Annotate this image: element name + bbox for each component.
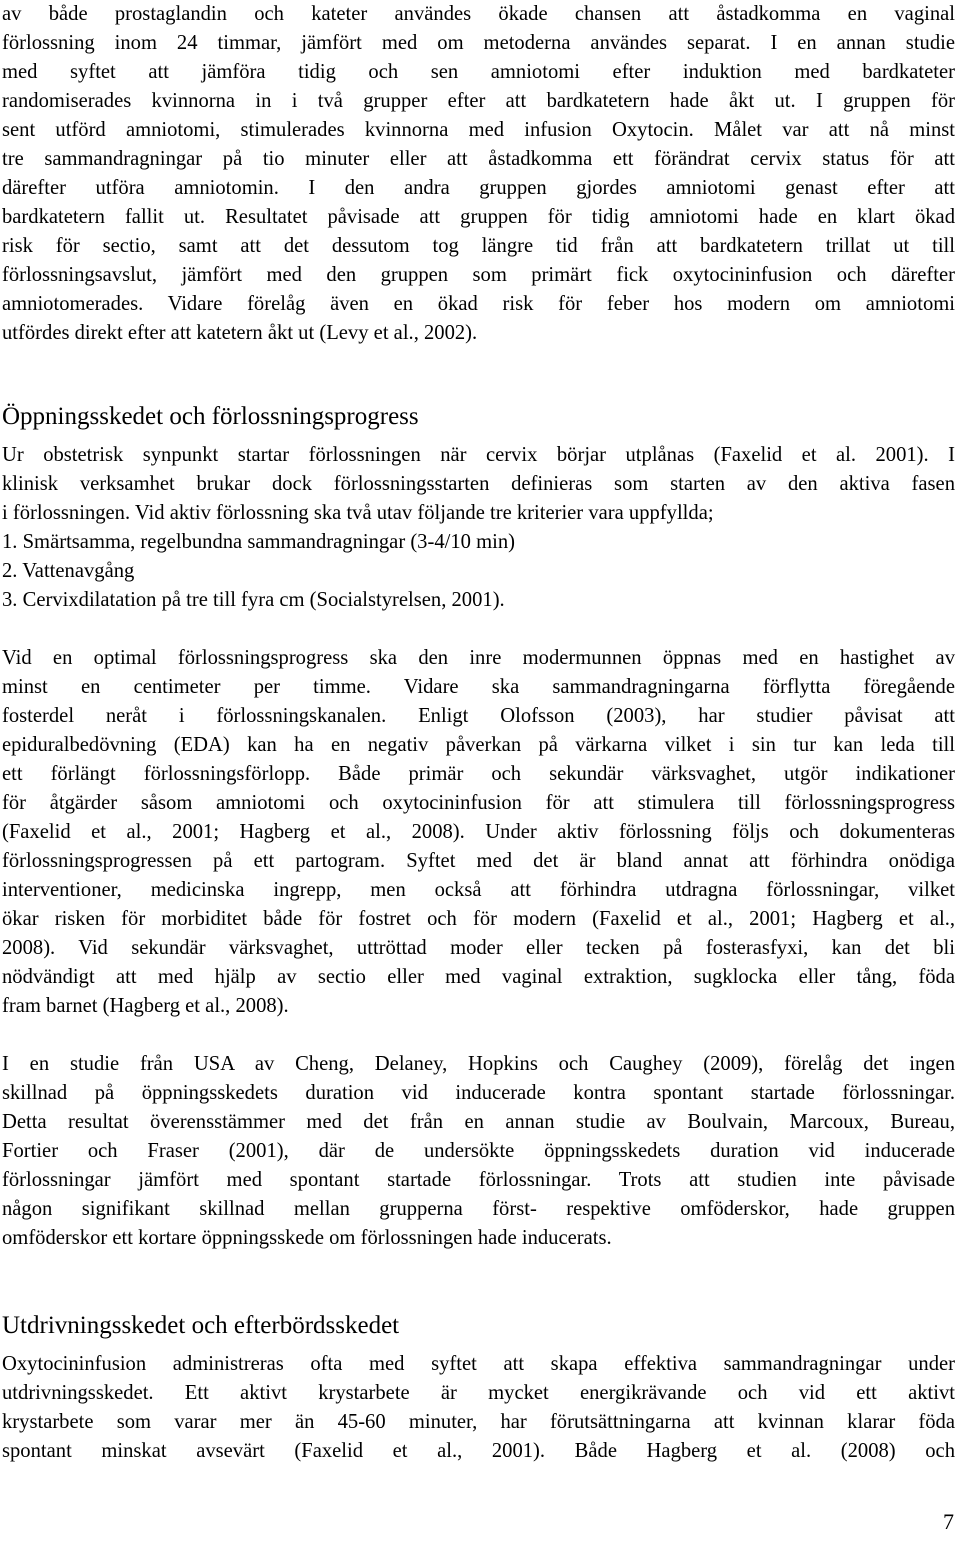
paragraph-line: krystarbete som varar mer än 45-60 minuter, har förutsättningarna att kvinnan klarar föda — [2, 1411, 955, 1433]
paragraph-line: Vid en optimal förlossningsprogress ska den inre modermunnen öppnas med en hastighet av — [2, 647, 955, 669]
paragraph-line: för åtgärder såsom amniotomi och oxytocininfusion för att stimulera till förlossningsprogress — [2, 792, 955, 814]
paragraph-line: (Faxelid et al., 2001; Hagberg et al., 2008). Under aktiv förlossning följs och dokumenteras — [2, 821, 955, 843]
paragraph-line: nödvändigt att med hjälp av sectio eller med vaginal extraktion, sugklocka eller tång, föda — [2, 966, 955, 988]
paragraph-line: med syftet att jämföra tidig och sen amniotomi efter induktion med bardkateter — [2, 61, 955, 83]
paragraph-line: därefter utföra amniotomin. I den andra gruppen gjordes amniotomi genast efter att — [2, 177, 955, 199]
paragraph-line: skillnad på öppningsskedets duration vid inducerade kontra spontant startade förlossningar. — [2, 1082, 955, 1104]
paragraph-line: av både prostaglandin och kateter användes ökade chansen att åstadkomma en vaginal — [2, 3, 955, 25]
paragraph-line: förlossning inom 24 timmar, jämfört med om metoderna användes separat. I en annan studie — [2, 32, 955, 54]
paragraph-line: Detta resultat överensstämmer med det från en annan studie av Boulvain, Marcoux, Bureau, — [2, 1111, 955, 1133]
page-number: 7 — [943, 1509, 954, 1534]
paragraph-line: klinisk verksamhet brukar dock förlossningsstarten definieras som starten av den aktiva fasen — [2, 473, 955, 495]
paragraph-line: ökar risken för morbiditet både för fostret och för modern (Faxelid et al., 2001; Hagberg et al., — [2, 908, 955, 930]
paragraph-line: någon signifikant skillnad mellan grupperna först- respektive omföderskor, hade gruppen — [2, 1198, 955, 1220]
paragraph-line: förlossningsavslut, jämfört med den gruppen som primärt fick oxytocininfusion och därefter — [2, 264, 955, 286]
section-heading-oppningsskedet: Öppningsskedet och förlossningsprogress — [2, 403, 419, 430]
paragraph-line: Ur obstetrisk synpunkt startar förlossningen när cervix börjar utplånas (Faxelid et al. 2001). I — [2, 444, 955, 466]
paragraph-line: sent utförd amniotomi, stimulerades kvinnorna med infusion Oxytocin. Målet var att nå minst — [2, 119, 955, 141]
paragraph-line: utfördes direkt efter att katetern åkt ut (Levy et al., 2002). — [2, 322, 478, 344]
paragraph-line: förlossningar jämfört med spontant startade förlossningar. Trots att studien inte påvisade — [2, 1169, 955, 1191]
paragraph-line: interventioner, medicinska ingrepp, men också att förhindra utdragna förlossningar, vilket — [2, 879, 955, 901]
paragraph-line: epiduralbedövning (EDA) kan ha en negativ påverkan på värkarna vilket i sin tur kan leda till — [2, 734, 955, 756]
paragraph-line: I en studie från USA av Cheng, Delaney, Hopkins och Caughey (2009), förelåg det ingen — [2, 1053, 955, 1075]
paragraph-line: ett förlängt förlossningsförlopp. Både primär och sekundär värksvaghet, utgör indikationer — [2, 763, 955, 785]
paragraph-line: risk för sectio, samt att det dessutom tog längre tid från att bardkatetern trillat ut till — [2, 235, 955, 257]
list-item: 3. Cervixdilatation på tre till fyra cm (Socialstyrelsen, 2001). — [2, 589, 505, 611]
paragraph-line: tre sammandragningar på tio minuter eller att åstadkomma ett förändrat cervix status för att — [2, 148, 955, 170]
section-heading-utdrivningsskedet: Utdrivningsskedet och efterbördsskedet — [2, 1312, 400, 1339]
paragraph-line: fosterdel neråt i förlossningskanalen. Enligt Olofsson (2003), har studier påvisat att — [2, 705, 955, 727]
paragraph-line: omföderskor ett kortare öppningsskede om förlossningen hade inducerats. — [2, 1227, 612, 1249]
paragraph-line: amniotomerades. Vidare förelåg även en ökad risk för feber hos modern om amniotomi — [2, 293, 955, 315]
paragraph-line: spontant minskat avsevärt (Faxelid et al., 2001). Både Hagberg et al. (2008) och — [2, 1440, 955, 1462]
paragraph-line: utdrivningsskedet. Ett aktivt krystarbete är mycket energikrävande och vid ett aktivt — [2, 1382, 955, 1404]
paragraph-line: Oxytocininfusion administreras ofta med syftet att skapa effektiva sammandragningar under — [2, 1353, 955, 1375]
list-item: 1. Smärtsamma, regelbundna sammandragningar (3-4/10 min) — [2, 531, 515, 553]
list-item: 2. Vattenavgång — [2, 560, 135, 582]
paragraph-line: bardkatetern fallit ut. Resultatet påvisade att gruppen för tidig amniotomi hade en klart ökad — [2, 206, 955, 228]
paragraph-line: förlossningsprogressen på ett partogram. Syftet med det är bland annat att förhindra onödiga — [2, 850, 955, 872]
paragraph-line: i förlossningen. Vid aktiv förlossning ska två utav följande tre kriterier vara uppfyllda; — [2, 502, 714, 524]
paragraph-line: fram barnet (Hagberg et al., 2008). — [2, 995, 289, 1017]
paragraph-line: 2008). Vid sekundär värksvaghet, uttröttad moder eller tecken på fosterasfyxi, kan det bli — [2, 937, 955, 959]
paragraph-line: Fortier och Fraser (2001), där de undersökte öppningsskedets duration vid inducerade — [2, 1140, 955, 1162]
paragraph-line: minst en centimeter per timme. Vidare ska sammandragningarna förflytta föregående — [2, 676, 955, 698]
paragraph-line: randomiserades kvinnorna in i två grupper efter att bardkatetern hade åkt ut. I gruppen för — [2, 90, 955, 112]
